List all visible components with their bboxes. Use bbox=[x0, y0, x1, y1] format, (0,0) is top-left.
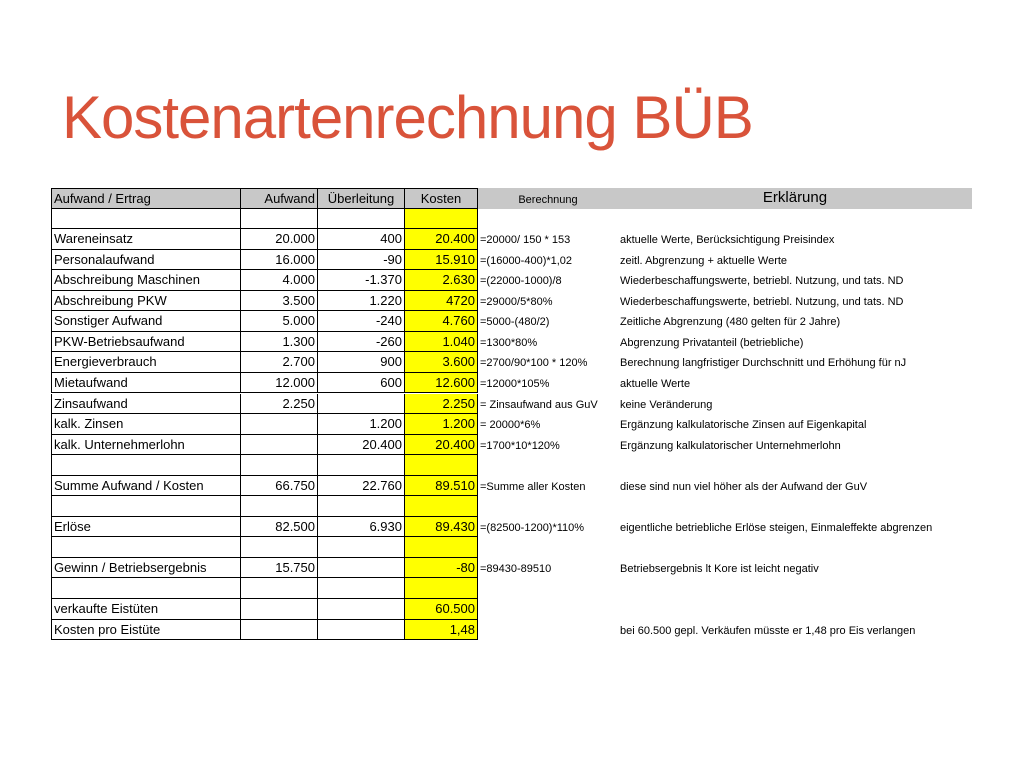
header-label: Aufwand / Ertrag bbox=[51, 188, 241, 209]
cell-label[interactable]: Sonstiger Aufwand bbox=[51, 311, 241, 332]
cell-kosten[interactable]: 1,48 bbox=[405, 620, 478, 641]
cell-ueberleitung[interactable]: -90 bbox=[318, 250, 405, 271]
cell-kosten[interactable] bbox=[405, 496, 478, 517]
cell-kosten[interactable]: 20.400 bbox=[405, 229, 478, 250]
cell-label[interactable]: Energieverbrauch bbox=[51, 352, 241, 373]
cell-kosten[interactable] bbox=[405, 209, 478, 230]
cell-kosten[interactable]: 4720 bbox=[405, 291, 478, 312]
header-erklaerung: Erklärung bbox=[618, 188, 972, 209]
cell-berechnung[interactable]: = 20000*6% bbox=[480, 419, 541, 432]
cell-erklaerung[interactable]: Abgrenzung Privatanteil (betriebliche) bbox=[620, 336, 804, 349]
cell-label[interactable]: Wareneinsatz bbox=[51, 229, 241, 250]
cell-ueberleitung[interactable] bbox=[318, 537, 405, 558]
cell-aufwand[interactable]: 20.000 bbox=[241, 229, 318, 250]
cell-kosten[interactable]: 1.200 bbox=[405, 414, 478, 435]
cell-aufwand[interactable] bbox=[241, 537, 318, 558]
cell-ueberleitung[interactable]: 6.930 bbox=[318, 517, 405, 538]
cell-label[interactable]: verkaufte Eistüten bbox=[51, 599, 241, 620]
cell-berechnung[interactable]: =5000-(480/2) bbox=[480, 316, 550, 329]
cell-aufwand[interactable]: 82.500 bbox=[241, 517, 318, 538]
cell-berechnung[interactable] bbox=[478, 455, 618, 476]
cell-ueberleitung[interactable]: 400 bbox=[318, 229, 405, 250]
cell-erklaerung[interactable]: Wiederbeschaffungswerte, betriebl. Nutzung, und tats. ND bbox=[620, 275, 904, 288]
cell-erklaerung[interactable]: zeitl. Abgrenzung + aktuelle Werte bbox=[620, 254, 788, 267]
cell-berechnung[interactable]: = Zinsaufwand aus GuV bbox=[480, 398, 598, 411]
cell-ueberleitung[interactable] bbox=[318, 578, 405, 599]
cell-label[interactable] bbox=[51, 209, 241, 230]
cell-label[interactable] bbox=[51, 537, 241, 558]
cell-label[interactable]: Abschreibung PKW bbox=[51, 291, 241, 312]
cell-ueberleitung[interactable]: -260 bbox=[318, 332, 405, 353]
cell-label[interactable]: Abschreibung Maschinen bbox=[51, 270, 241, 291]
cell-kosten[interactable]: 3.600 bbox=[405, 352, 478, 373]
cell-ueberleitung[interactable] bbox=[318, 496, 405, 517]
cell-ueberleitung[interactable]: -240 bbox=[318, 311, 405, 332]
cell-erklaerung[interactable]: eigentliche betriebliche Erlöse steigen, Einmaleffekte abgrenzen bbox=[620, 521, 933, 534]
cell-aufwand[interactable] bbox=[241, 435, 318, 456]
cell-berechnung[interactable]: =(22000-1000)/8 bbox=[480, 275, 562, 288]
cell-kosten[interactable] bbox=[405, 537, 478, 558]
cell-berechnung[interactable] bbox=[478, 209, 618, 230]
cell-ueberleitung[interactable]: 600 bbox=[318, 373, 405, 394]
cell-ueberleitung[interactable] bbox=[318, 599, 405, 620]
cell-erklaerung[interactable] bbox=[618, 209, 972, 230]
cell-berechnung[interactable]: =12000*105% bbox=[480, 377, 550, 390]
cell-kosten[interactable]: 12.600 bbox=[405, 373, 478, 394]
cell-erklaerung[interactable]: Ergänzung kalkulatorische Zinsen auf Eigenkapital bbox=[620, 419, 867, 432]
cell-berechnung[interactable]: =1300*80% bbox=[480, 336, 538, 349]
cell-berechnung[interactable]: =20000/ 150 * 153 bbox=[480, 234, 571, 247]
cell-erklaerung[interactable]: Berechnung langfristiger Durchschnitt und Erhöhung für nJ bbox=[620, 357, 907, 370]
cell-aufwand[interactable] bbox=[241, 599, 318, 620]
cell-aufwand[interactable]: 16.000 bbox=[241, 250, 318, 271]
cell-aufwand[interactable]: 1.300 bbox=[241, 332, 318, 353]
cell-kosten[interactable] bbox=[405, 455, 478, 476]
cell-ueberleitung[interactable]: 1.220 bbox=[318, 291, 405, 312]
cell-kosten[interactable]: 1.040 bbox=[405, 332, 478, 353]
cell-berechnung[interactable]: =(16000-400)*1,02 bbox=[480, 254, 573, 267]
cell-aufwand[interactable]: 15.750 bbox=[241, 558, 318, 579]
cell-label[interactable] bbox=[51, 496, 241, 517]
cell-ueberleitung[interactable]: 20.400 bbox=[318, 435, 405, 456]
cell-aufwand[interactable] bbox=[241, 496, 318, 517]
cell-berechnung[interactable]: =2700/90*100 * 120% bbox=[480, 357, 588, 370]
cell-label[interactable]: Zinsaufwand bbox=[51, 394, 241, 415]
cell-ueberleitung[interactable]: 1.200 bbox=[318, 414, 405, 435]
cell-kosten[interactable]: 60.500 bbox=[405, 599, 478, 620]
cell-label[interactable]: Kosten pro Eistüte bbox=[51, 620, 241, 641]
cell-kosten[interactable]: -80 bbox=[405, 558, 478, 579]
cell-berechnung[interactable]: =Summe aller Kosten bbox=[480, 480, 586, 493]
cell-ueberleitung[interactable] bbox=[318, 209, 405, 230]
cell-kosten[interactable]: 2.250 bbox=[405, 394, 478, 415]
cell-ueberleitung[interactable]: 22.760 bbox=[318, 476, 405, 497]
cell-label[interactable]: Gewinn / Betriebsergebnis bbox=[51, 558, 241, 579]
cell-kosten[interactable]: 89.430 bbox=[405, 517, 478, 538]
cell-erklaerung[interactable] bbox=[618, 455, 972, 476]
header-berechnung: Berechnung bbox=[478, 188, 618, 209]
cell-ueberleitung[interactable] bbox=[318, 620, 405, 641]
cell-berechnung[interactable] bbox=[478, 496, 618, 517]
cell-berechnung[interactable] bbox=[478, 578, 618, 599]
cell-ueberleitung[interactable]: -1.370 bbox=[318, 270, 405, 291]
cell-label[interactable]: Personalaufwand bbox=[51, 250, 241, 271]
cell-aufwand[interactable]: 4.000 bbox=[241, 270, 318, 291]
cell-kosten[interactable]: 2.630 bbox=[405, 270, 478, 291]
cell-erklaerung[interactable] bbox=[618, 496, 972, 517]
cell-label[interactable] bbox=[51, 578, 241, 599]
cell-label[interactable] bbox=[51, 455, 241, 476]
cell-erklaerung[interactable]: bei 60.500 gepl. Verkäufen müsste er 1,48 pro Eis verlangen bbox=[620, 624, 916, 637]
cell-erklaerung[interactable] bbox=[618, 537, 972, 558]
cell-erklaerung[interactable]: aktuelle Werte bbox=[620, 377, 691, 390]
cell-ueberleitung[interactable] bbox=[318, 558, 405, 579]
cell-label[interactable]: Summe Aufwand / Kosten bbox=[51, 476, 241, 497]
cell-berechnung[interactable] bbox=[478, 537, 618, 558]
cell-label[interactable]: PKW-Betriebsaufwand bbox=[51, 332, 241, 353]
cell-label[interactable]: Erlöse bbox=[51, 517, 241, 538]
cell-aufwand[interactable] bbox=[241, 414, 318, 435]
cell-aufwand[interactable] bbox=[241, 455, 318, 476]
cell-berechnung[interactable]: =89430-89510 bbox=[480, 562, 552, 575]
header-kosten: Kosten bbox=[405, 188, 478, 209]
cell-aufwand[interactable]: 2.700 bbox=[241, 352, 318, 373]
cell-berechnung[interactable] bbox=[478, 599, 618, 620]
cell-kosten[interactable] bbox=[405, 578, 478, 599]
cell-kosten[interactable]: 15.910 bbox=[405, 250, 478, 271]
slide-title: Kostenartenrechnung BÜB bbox=[62, 84, 753, 151]
cell-label[interactable]: kalk. Zinsen bbox=[51, 414, 241, 435]
cell-aufwand[interactable]: 66.750 bbox=[241, 476, 318, 497]
cell-ueberleitung[interactable] bbox=[318, 394, 405, 415]
cell-erklaerung[interactable] bbox=[618, 578, 972, 599]
cell-label[interactable]: kalk. Unternehmerlohn bbox=[51, 435, 241, 456]
cell-erklaerung[interactable]: aktuelle Werte, Berücksichtigung Preisindex bbox=[620, 234, 835, 247]
cell-aufwand[interactable]: 3.500 bbox=[241, 291, 318, 312]
cell-berechnung[interactable] bbox=[478, 620, 618, 641]
cell-kosten[interactable]: 4.760 bbox=[405, 311, 478, 332]
header-aufwand: Aufwand bbox=[241, 188, 318, 209]
cell-aufwand[interactable] bbox=[241, 209, 318, 230]
cell-erklaerung[interactable]: Zeitliche Abgrenzung (480 gelten für 2 Jahre) bbox=[620, 316, 841, 329]
cell-erklaerung[interactable]: Wiederbeschaffungswerte, betriebl. Nutzung, und tats. ND bbox=[620, 295, 904, 308]
header-ueberleitung: Überleitung bbox=[318, 188, 405, 209]
cell-ueberleitung[interactable]: 900 bbox=[318, 352, 405, 373]
cell-aufwand[interactable] bbox=[241, 620, 318, 641]
cell-aufwand[interactable]: 12.000 bbox=[241, 373, 318, 394]
cell-erklaerung[interactable]: keine Veränderung bbox=[620, 398, 713, 411]
cell-berechnung[interactable]: =(82500-1200)*110% bbox=[480, 521, 585, 534]
cell-label[interactable]: Mietaufwand bbox=[51, 373, 241, 394]
cell-aufwand[interactable] bbox=[241, 578, 318, 599]
cell-berechnung[interactable]: =1700*10*120% bbox=[480, 439, 560, 452]
cell-kosten[interactable]: 20.400 bbox=[405, 435, 478, 456]
cell-erklaerung[interactable]: diese sind nun viel höher als der Aufwand der GuV bbox=[620, 480, 868, 493]
cell-aufwand[interactable]: 5.000 bbox=[241, 311, 318, 332]
cell-aufwand[interactable]: 2.250 bbox=[241, 394, 318, 415]
cell-ueberleitung[interactable] bbox=[318, 455, 405, 476]
cell-erklaerung[interactable]: Betriebsergebnis lt Kore ist leicht negativ bbox=[620, 562, 819, 575]
cell-erklaerung[interactable]: Ergänzung kalkulatorischer Unternehmerlohn bbox=[620, 439, 841, 452]
cell-kosten[interactable]: 89.510 bbox=[405, 476, 478, 497]
cell-berechnung[interactable]: =29000/5*80% bbox=[480, 295, 553, 308]
cell-erklaerung[interactable] bbox=[618, 599, 972, 620]
